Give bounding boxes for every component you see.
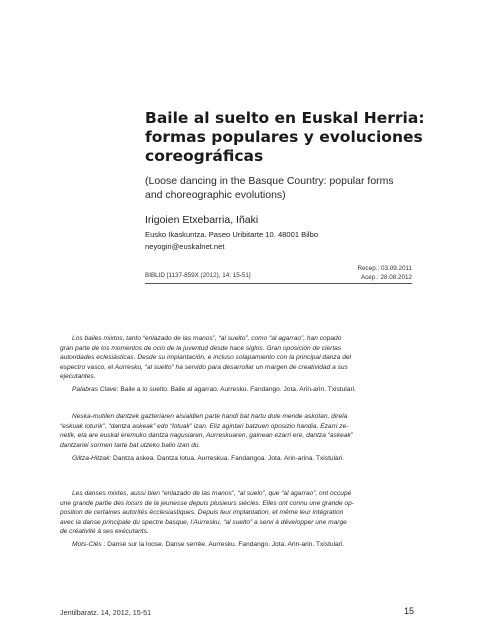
abstract-line: avec la danse principale du spectre basque, l'Aurresku, “al suelto” a servi à développer une marge <box>60 518 347 526</box>
abstract-line: position de certaines autorités écclesiastiques. Depuis leur implantation, et même leur intégration <box>60 509 344 517</box>
title-line: Baile al suelto en Euskal Herria: <box>145 109 425 127</box>
keywords-spanish <box>60 385 429 395</box>
page-number: 15 <box>403 606 414 616</box>
abstract-basque <box>60 412 417 450</box>
article-title <box>145 109 425 166</box>
keywords-list: Baile a lo suelto. Baile al agarrao. Aurresku. Fandango. Jota. Arin-arin. Txistulari. <box>120 386 356 393</box>
abstract-line: netik, eta are euskal eremuko dantza nagusiaren, Aurreskuaren, gainean ezarri ere, dantza “askeak” <box>60 432 353 440</box>
abstract-line: autoridades eclesiásticas. Desde su implantación, e incluso solapamiento con la principal danza del <box>60 354 352 362</box>
affiliation: Eusko Ikaskuntza. Paseo Uribitarte 10. 48001 Bilbo <box>145 230 319 239</box>
subtitle-line: and choreographic evolutions) <box>145 189 286 201</box>
author-affiliation-block <box>145 229 318 253</box>
abstract-french <box>60 489 417 537</box>
abstract-line: dantzariei sormen tarte bat utzeko balio izan du. <box>60 441 201 449</box>
abstract-line: Neska-mutilen dantzek gazteriaren aisialdien parte handi bat hartu dute mende askotan, direla <box>72 413 348 420</box>
keywords-label: Mots-Clés : <box>72 541 106 548</box>
keywords-french <box>60 540 429 550</box>
accepted-date: Acep.: 28.08.2012 <box>360 274 412 281</box>
journal-citation: Jentilbaratz. 14, 2012, 15-51 <box>60 608 152 617</box>
abstract-line: gran parte de los momentos de ocio de la juventud desde hace siglos. Gran oposición de ciertas <box>60 344 342 352</box>
author-email: neyogiri@euskalnet.net <box>145 242 225 251</box>
abstract-line: espectro vasco, el Aurresku, “al suelto” ha servido para desarrollar un margen de creatividad a sus <box>60 363 348 371</box>
english-title <box>145 174 435 202</box>
title-line: formas populares y evoluciones <box>145 128 423 146</box>
received-date: Recep.: 03.09.2011 <box>357 265 412 272</box>
abstract-line: ejecutantes. <box>60 373 96 381</box>
keywords-label: Palabras Clave: <box>72 386 119 393</box>
abstract-line: une grande partie des loisirs de la jeunesse depuis plusieurs siècles. Elles ont connu une grande op- <box>60 499 354 507</box>
keywords-basque <box>60 454 429 464</box>
abstract-spanish <box>60 334 417 382</box>
keywords-list: Dantza askea. Dantza lotua. Aurreskua. Fandangoa. Jota. Arin-arina. Txistulari. <box>113 455 345 462</box>
abstract-line: Les danses mixtes, aussi bien “enlazado de las manos”, “al suelo”, que “al agarrao”, ont occupé <box>72 490 352 497</box>
keywords-label: Giltza-Hitzak: <box>72 455 112 462</box>
abstract-line: Los bailes mixtos, tanto “enlazado de las manos”, “al suelto”, como “al agarrao”, han copado <box>72 335 342 342</box>
author-name: Irigoien Etxebarria, Iñaki <box>145 214 259 226</box>
abstract-line: “eskuak loturik”, “dantza askeak” edo “lotuak” izan. Eliz agintari batzuen oposizio handia. Ezarri ze- <box>60 422 349 430</box>
header-divider <box>145 283 412 284</box>
biblid-reference: BIBLID [1137-859X (2012), 14; 15-51] <box>145 272 251 279</box>
submission-dates <box>358 264 413 282</box>
abstract-line: de créativité à ses exécutants. <box>60 528 149 536</box>
subtitle-line: (Loose dancing in the Basque Country: popular forms <box>145 175 394 187</box>
keywords-list: Danse sur la loose. Danse serrée. Aurresku. Fandango. Jota. Arin-arin. Txistulari. <box>107 541 345 548</box>
title-line: coreográficas <box>145 147 264 165</box>
